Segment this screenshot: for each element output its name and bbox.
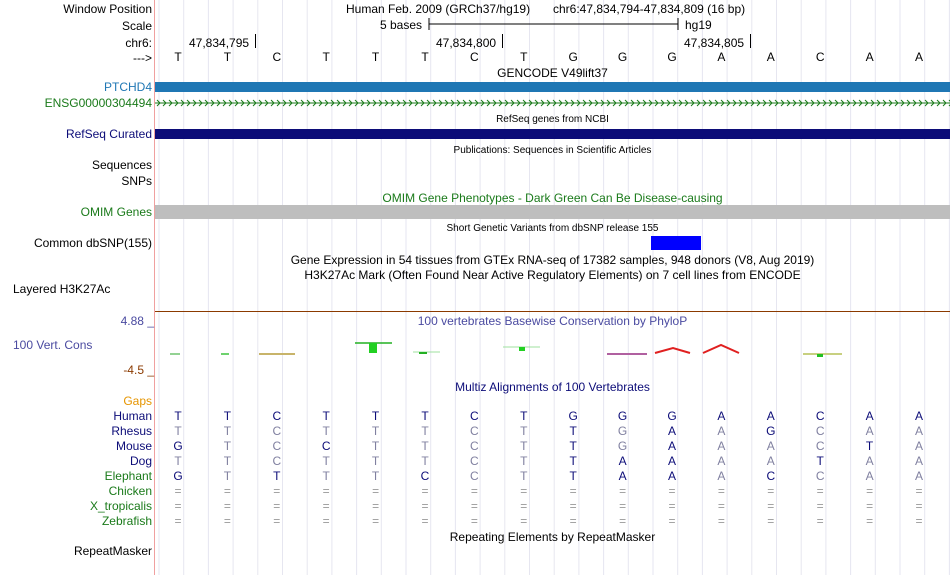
alignment-base: C	[272, 439, 282, 453]
alignment-base: A	[766, 454, 775, 468]
alignment-base: C	[815, 409, 825, 423]
species-label[interactable]: Human	[113, 409, 152, 423]
alignment-base: =	[322, 499, 330, 513]
alignment-base: T	[421, 454, 429, 468]
alignment-base: =	[915, 499, 923, 513]
alignment-base: G	[173, 439, 183, 453]
alignment-base: G	[766, 424, 776, 438]
alignment-base: A	[914, 424, 923, 438]
alignment-base: =	[619, 514, 627, 528]
alignment-base: C	[470, 439, 479, 453]
alignment-base: A	[717, 469, 726, 483]
alignment-base: T	[322, 424, 330, 438]
refseq-gene-bar[interactable]	[155, 129, 950, 139]
species-label[interactable]: Chicken	[108, 484, 152, 498]
sequences-track-label[interactable]: Sequences	[91, 158, 152, 172]
alignment-base: =	[273, 499, 281, 513]
alignment-base: A	[865, 454, 874, 468]
alignment-base: =	[668, 484, 676, 498]
alignment-base: T	[223, 454, 232, 468]
alignment-base: C	[470, 469, 479, 483]
refseq-track-title: RefSeq genes from NCBI	[496, 114, 609, 125]
alignment-base: T	[371, 454, 380, 468]
base-letter: T	[371, 50, 380, 64]
alignment-base: A	[914, 439, 923, 453]
gencode-track-title[interactable]: GENCODE V49lift37	[497, 66, 608, 80]
base-letter: A	[717, 50, 726, 64]
alignment-base: A	[618, 469, 627, 483]
alignment-base: C	[470, 424, 479, 438]
alignment-base: =	[470, 499, 478, 513]
base-letter: A	[914, 50, 923, 64]
alignment-base: T	[421, 409, 429, 423]
alignment-base: T	[569, 424, 577, 438]
species-label[interactable]: Rhesus	[111, 424, 152, 438]
alignment-base: C	[470, 409, 479, 423]
dbsnp-track-label[interactable]: Common dbSNP(155)	[33, 236, 152, 250]
alignment-base: T	[174, 454, 182, 468]
alignment-base: A	[717, 409, 726, 423]
tick-mark-2	[502, 34, 503, 48]
alignment-base: =	[767, 484, 775, 498]
alignment-base: =	[520, 484, 528, 498]
alignment-base: A	[766, 439, 775, 453]
alignment-base: =	[421, 499, 429, 513]
position-text: chr6:47,834,794-47,834,809 (16 bp)	[553, 2, 746, 16]
alignment-base: T	[322, 409, 330, 423]
tick-label-2: 47,834,800	[436, 36, 497, 50]
alignment-base: T	[371, 409, 380, 423]
alignment-base: C	[272, 454, 282, 468]
scale-text: 5 bases	[380, 18, 423, 32]
alignment-base: A	[717, 454, 726, 468]
alignment-base: =	[372, 499, 380, 513]
alignment-base: T	[569, 439, 577, 453]
alignment-base: =	[223, 514, 231, 528]
omim-track-label[interactable]: OMIM Genes	[80, 205, 152, 219]
species-label[interactable]: X_tropicalis	[89, 499, 152, 513]
alignment-base: =	[372, 484, 380, 498]
alignment-base: =	[619, 484, 627, 498]
alignment-base: A	[865, 409, 874, 423]
phylop-track-title: 100 vertebrates Basewise Conservation by PhyloP	[417, 314, 688, 328]
alignment-base: T	[520, 439, 528, 453]
alignment-base: =	[816, 499, 824, 513]
h3k27-track-title: H3K27Ac Mark (Often Found Near Active Regulatory Elements) on 7 cell lines from ENCODE	[304, 268, 801, 282]
alignment-base: A	[717, 439, 726, 453]
alignment-base: T	[223, 469, 232, 483]
assembly-text: Human Feb. 2009 (GRCh37/hg19)	[346, 2, 531, 16]
chr-label: chr6:	[125, 36, 152, 50]
ensg-gene-bar[interactable]	[155, 97, 950, 109]
alignment-base: A	[717, 424, 726, 438]
alignment-base: G	[617, 409, 628, 423]
alignment-base: A	[766, 409, 775, 423]
h3k27-track-label[interactable]: Layered H3K27Ac	[13, 282, 111, 296]
alignment-base: T	[273, 469, 281, 483]
alignment-base: T	[371, 424, 380, 438]
alignment-base: =	[816, 514, 824, 528]
alignment-base: C	[470, 454, 479, 468]
alignment-base: T	[421, 424, 429, 438]
alignment-base: C	[815, 469, 825, 483]
alignment-base: =	[421, 514, 429, 528]
alignment-base: T	[174, 424, 182, 438]
ptchd4-track-label[interactable]: PTCHD4	[103, 80, 152, 94]
cons-max-label: 4.88 _	[120, 314, 154, 328]
alignment-base: G	[617, 439, 628, 453]
alignment-base: =	[273, 514, 281, 528]
refseq-track-label[interactable]: RefSeq Curated	[65, 127, 152, 141]
alignment-base: T	[569, 469, 577, 483]
base-letter: G	[568, 50, 578, 64]
cons-min-label: -4.5 _	[123, 363, 154, 377]
tick-mark-1	[255, 34, 256, 48]
omim-gene-bar[interactable]	[155, 205, 950, 219]
alignment-base: C	[321, 439, 331, 453]
alignment-base: =	[717, 514, 725, 528]
alignment-base: T	[223, 439, 232, 453]
scale-label: Scale	[121, 19, 152, 33]
alignment-base: A	[667, 469, 676, 483]
alignment-base: =	[668, 514, 676, 528]
alignment-base: T	[569, 454, 577, 468]
window-position-label: Window Position	[63, 2, 152, 16]
base-letter: G	[667, 50, 677, 64]
alignment-base: =	[421, 484, 429, 498]
omim-track-title: OMIM Gene Phenotypes - Dark Green Can Be Disease-causing	[382, 191, 723, 205]
alignment-base: =	[767, 499, 775, 513]
alignment-base: A	[618, 454, 627, 468]
repeatmasker-track-title: Repeating Elements by RepeatMasker	[449, 530, 656, 544]
alignment-base: =	[816, 484, 824, 498]
phylop-conservation-plot[interactable]	[155, 330, 950, 370]
alignment-base: =	[866, 514, 874, 528]
alignment-base: =	[174, 499, 182, 513]
alignment-base: T	[371, 439, 380, 453]
alignment-base: A	[667, 454, 676, 468]
repeatmasker-track-label[interactable]: RepeatMasker	[73, 544, 152, 558]
alignment-base: C	[272, 409, 282, 423]
alignment-base: =	[717, 484, 725, 498]
base-letter: A	[865, 50, 874, 64]
alignment-base: =	[520, 514, 528, 528]
base-letter: T	[223, 50, 232, 64]
alignment-base: G	[568, 409, 578, 423]
base-letter: C	[815, 50, 825, 64]
alignment-base: =	[223, 499, 231, 513]
base-letter: C	[272, 50, 282, 64]
species-label[interactable]: Dog	[129, 454, 152, 468]
alignment-base: =	[866, 484, 874, 498]
publications-track-title: Publications: Sequences in Scientific Articles	[453, 145, 652, 156]
alignment-base: C	[815, 439, 825, 453]
scale-bar	[428, 17, 680, 31]
alignment-base: =	[520, 499, 528, 513]
species-label[interactable]: Elephant	[104, 469, 152, 483]
alignment-base: T	[174, 409, 182, 423]
alignment-base: =	[866, 499, 874, 513]
alignment-base: T	[520, 409, 528, 423]
base-letter: G	[617, 50, 628, 64]
alignment-base: =	[569, 514, 577, 528]
strand-arrow: --->	[133, 51, 152, 65]
alignment-base: A	[667, 424, 676, 438]
ptchd4-gene-bar[interactable]	[155, 82, 950, 92]
alignment-base: A	[914, 409, 923, 423]
alignment-base: =	[915, 514, 923, 528]
gaps-label[interactable]: Gaps	[123, 394, 152, 408]
alignment-base: A	[865, 469, 874, 483]
alignment-base: T	[371, 469, 380, 483]
dbsnp-track-title: Short Genetic Variants from dbSNP release 155	[446, 223, 659, 234]
snps-track-label[interactable]: SNPs	[121, 174, 152, 188]
alignment-base: T	[421, 439, 429, 453]
alignment-base: =	[569, 484, 577, 498]
alignment-base: =	[668, 499, 676, 513]
alignment-base: =	[470, 514, 478, 528]
alignment-base: T	[865, 439, 874, 453]
alignment-base: A	[667, 439, 676, 453]
alignment-base: G	[617, 424, 628, 438]
alignment-base: T	[223, 409, 232, 423]
cons-track-label[interactable]: 100 Vert. Cons	[13, 338, 93, 352]
dbsnp-variant-box[interactable]	[651, 236, 701, 250]
species-label[interactable]: Mouse	[115, 439, 152, 453]
alignment-base: A	[865, 424, 874, 438]
alignment-base: C	[766, 469, 776, 483]
alignment-base: A	[914, 454, 923, 468]
base-letter: T	[421, 50, 429, 64]
alignment-base: T	[520, 424, 528, 438]
ensg-track-label[interactable]: ENSG00000304494	[44, 96, 152, 110]
alignment-base: =	[569, 499, 577, 513]
alignment-base: =	[174, 514, 182, 528]
db-text: hg19	[685, 18, 712, 32]
base-letter: T	[174, 50, 182, 64]
multiz-track-title: Multiz Alignments of 100 Vertebrates	[455, 380, 650, 394]
tick-label-3: 47,834,805	[684, 36, 745, 50]
alignment-base: C	[272, 424, 282, 438]
alignment-base: =	[322, 484, 330, 498]
alignment-base: T	[520, 469, 528, 483]
alignment-base: T	[223, 424, 232, 438]
alignment-base: =	[915, 484, 923, 498]
alignment-base: C	[420, 469, 430, 483]
alignment-base: =	[470, 484, 478, 498]
alignment-base: =	[372, 514, 380, 528]
base-letter: T	[322, 50, 330, 64]
alignment-base: =	[322, 514, 330, 528]
alignment-base: T	[322, 469, 330, 483]
alignment-base: T	[520, 454, 528, 468]
species-label[interactable]: Zebrafish	[101, 514, 152, 528]
tick-label-1: 47,834,795	[189, 36, 250, 50]
base-letter: A	[766, 50, 775, 64]
alignment-base: G	[173, 469, 183, 483]
alignment-base: G	[667, 409, 677, 423]
gtex-track-title: Gene Expression in 54 tissues from GTEx RNA-seq of 17382 samples, 948 donors (V8, Aug 2019)	[290, 253, 815, 267]
alignment-base: T	[816, 454, 824, 468]
alignment-base: A	[914, 469, 923, 483]
h3k27-baseline	[155, 311, 950, 312]
tick-mark-3	[750, 34, 751, 48]
alignment-base: =	[619, 499, 627, 513]
base-letter: T	[520, 50, 528, 64]
alignment-base: =	[717, 499, 725, 513]
alignment-base: C	[815, 424, 825, 438]
alignment-base: =	[767, 514, 775, 528]
alignment-base: =	[174, 484, 182, 498]
alignment-base: T	[322, 454, 330, 468]
alignment-base: =	[273, 484, 281, 498]
base-letter: C	[470, 50, 479, 64]
alignment-base: =	[223, 484, 231, 498]
